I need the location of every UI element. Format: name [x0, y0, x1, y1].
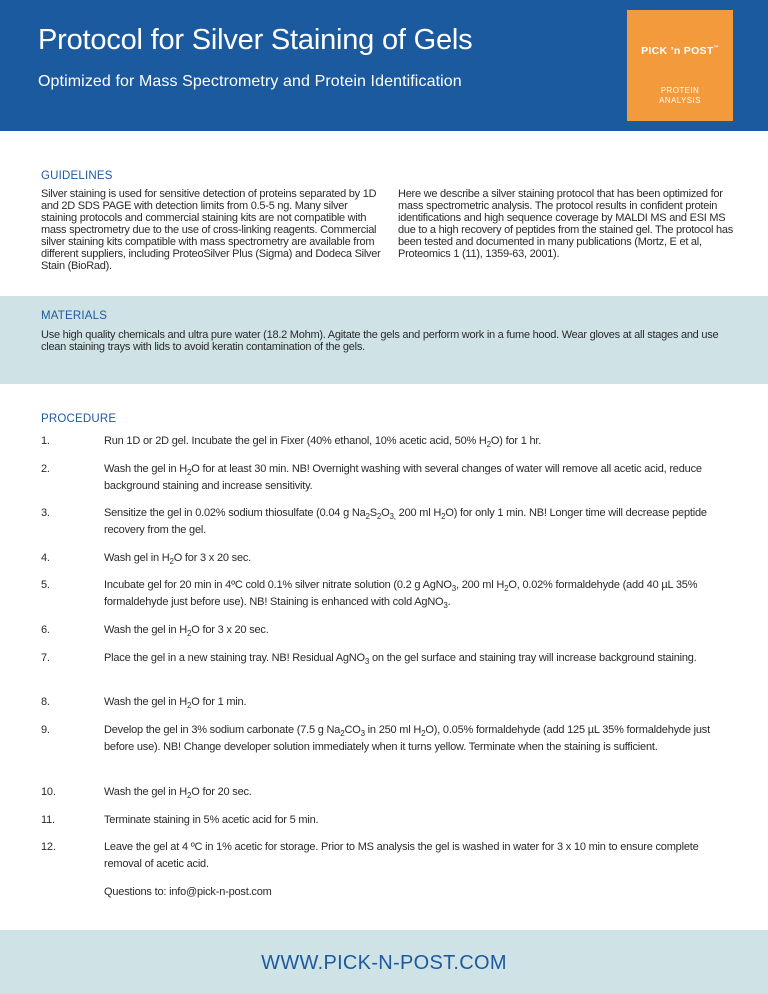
guidelines-left-text: Silver staining is used for sensitive detection of proteins separated by 1D and 2D SDS PAGE with detection limits from 0.5-5 ng. Many silver staining protocols and commercial staining kits are not compatible with mass spectrometry due to the use of cross-linking reagents. Commercial silver staining kits compatible with mass spectrometry are available from different suppliers, including ProteoSilver Plus (Sigma) and Dodeca Silver Stain (BioRad). [41, 188, 381, 272]
step-text: Place the gel in a new staining tray. NB! Residual AgNO$_3$ on the gel surface and staining tray will increase background staining. [104, 652, 697, 666]
step-text: Wash the gel in $H_2O$ for 3 x 20 sec. [104, 624, 269, 638]
logo-trademark: ™ [713, 45, 719, 51]
materials-text: Use high quality chemicals and ultra pure water (18.2 Mohm). Agitate the gels and perform work in a fume hood. Wear gloves at all stages and use clean staining trays with lids to avoid keratin contamination of the gels. [41, 329, 719, 353]
step-text: Run 1D or 2D gel. Incubate the gel in Fixer (40% ethanol, 10% acetic acid, 50% $H_2O$) for 1 hr. [104, 435, 542, 449]
website-url[interactable]: WWW.PICK-N-POST.COM [261, 952, 507, 974]
step-number: 10. [41, 786, 56, 798]
step-text: Wash gel in $H_2O$ for 3 x 20 sec. [104, 552, 252, 566]
step-number: 2. [41, 463, 50, 475]
step-number: 4. [41, 552, 50, 564]
step-text: Wash the gel in $H_2O$ for 20 sec. [104, 786, 252, 800]
step-number: 12. [41, 841, 56, 853]
logo-sub-line1: PROTEIN [660, 86, 700, 95]
materials-heading: MATERIALS [41, 310, 108, 322]
step-number: 9. [41, 724, 50, 736]
footer-band [0, 930, 768, 994]
guidelines-heading: GUIDELINES [41, 170, 113, 182]
step-number: 7. [41, 652, 50, 664]
logo-brand-text: PICK ’n POST [641, 45, 714, 57]
procedure-heading: PROCEDURE [41, 413, 117, 425]
step-number: 3. [41, 507, 50, 519]
step-text: Sensitize the gel in 0.02% sodium thiosulfate (0.04 g $Na_2S_2O_{3,}$ 200 ml $H_2O$) for only 1 min. NB! Longer time will decrease peptide recovery from the gel. [104, 507, 707, 536]
step-number: 6. [41, 624, 50, 636]
guidelines-right-text: Here we describe a silver staining protocol that has been optimized for mass spectrometric analysis. The protocol results in confident protein identifications and high sequence coverage by MALDI MS and ESI MS due to a high recovery of peptides from the stained gel. The protocol has been tested and documented in many publications (Mortz, E et al, Proteomics 1 (11), 1359-63, 2001). [398, 188, 733, 260]
step-text: Leave the gel at 4 ºC in 1% acetic for storage. Prior to MS analysis the gel is washed in water for 3 x 10 min to ensure complete removal of acetic acid. [104, 841, 699, 870]
logo-brand [627, 45, 733, 57]
logo-subtitle [627, 86, 733, 106]
step-number: 5. [41, 579, 50, 591]
pick-n-post-logo [627, 10, 733, 121]
logo-sub-line2: ANALYSIS [659, 96, 701, 105]
step-text: Wash the gel in $H_2O$ for 1 min. [104, 696, 247, 710]
step-text: Incubate gel for 20 min in 4ºC cold 0.1% silver nitrate solution (0.2 g AgNO$_3$, 200 ml $H_2O$, 0.02% formaldehyde (add 40 µL 35% formaldehyde just before use). NB! Staining is enhanced with cold AgNO$_3$. [104, 579, 698, 610]
step-number: 11. [41, 814, 55, 826]
step-number: 8. [41, 696, 50, 708]
page-title: Protocol for Silver Staining of Gels [38, 24, 473, 56]
step-text: Wash the gel in $H_2O$ for at least 30 min. NB! Overnight washing with several changes of water will remove all acetic acid, reduce background staining and increase sensitivity. [104, 463, 702, 492]
step-number: 1. [41, 435, 50, 447]
page-subtitle: Optimized for Mass Spectrometry and Protein Identification [38, 73, 462, 90]
contact-text: Questions to: info@pick-n-post.com [104, 886, 272, 898]
header-band [0, 0, 768, 131]
step-text: Terminate staining in 5% acetic acid for 5 min. [104, 814, 319, 826]
step-text: Develop the gel in 3% sodium carbonate (7.5 g $Na_2CO_3$ in 250 ml $H_2O$), 0.05% formaldehyde (add 125 µL 35% formaldehyde just before use). NB! Change developer solution immediately when it turns yellow. Terminate when the staining is sufficient. [104, 724, 710, 753]
